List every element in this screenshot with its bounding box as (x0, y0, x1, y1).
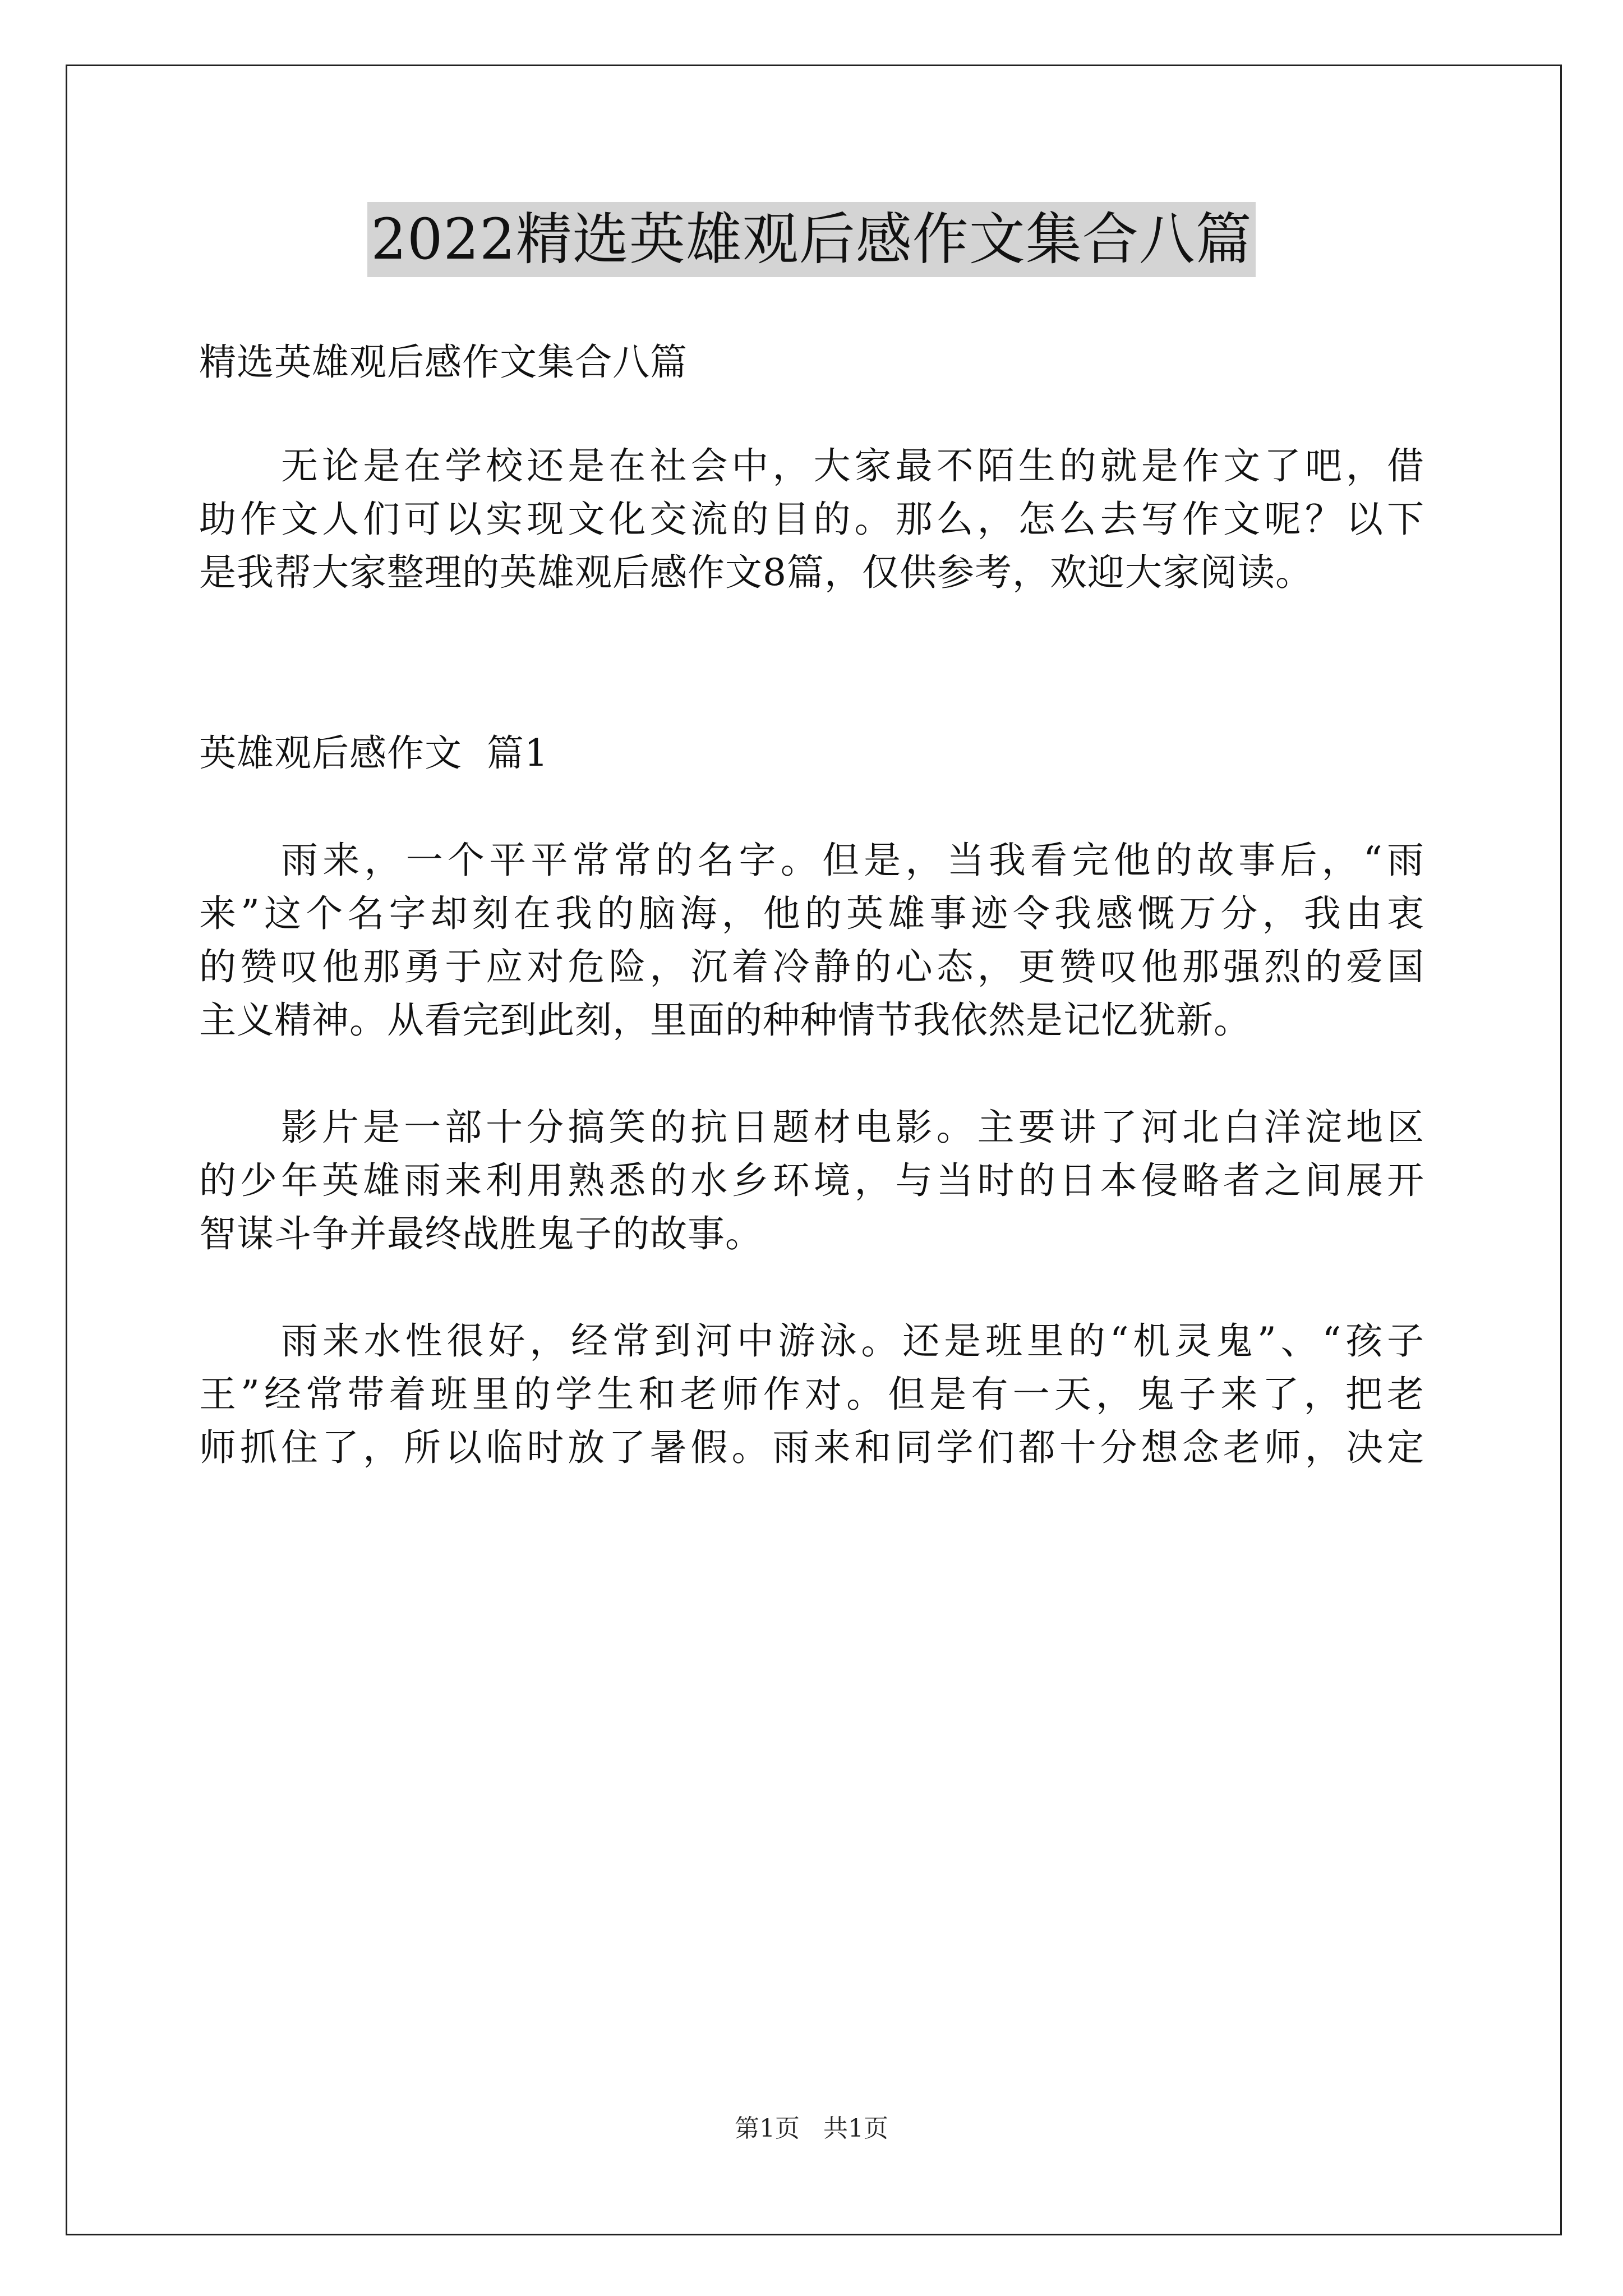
intro-paragraph (199, 439, 1424, 599)
paragraph-line: 雨来水性很好，经常到河中游泳。还是班里的“机灵鬼”、“孩子 (281, 1319, 1424, 1363)
paragraph-line: 王”经常带着班里的学生和老师作对。但是有一天，鬼子来了，把老 (199, 1373, 1424, 1416)
paragraph-line: 雨来，一个平平常常的名字。但是，当我看完他的故事后，“雨 (281, 839, 1424, 882)
paragraph-2 (199, 1101, 1424, 1260)
paragraph-line: 的少年英雄雨来利用熟悉的水乡环境，与当时的日本侵略者之间展开 (199, 1159, 1424, 1202)
paragraph-line: 来”这个名字却刻在我的脑海，他的英雄事迹令我感慨万分，我由衷 (199, 892, 1424, 935)
document-title: 2022精选英雄观后感作文集合八篇 (367, 202, 1256, 277)
title-container (0, 202, 1623, 277)
paragraph-1 (199, 834, 1424, 1047)
paragraph-3 (199, 1314, 1424, 1474)
page-number: 第1页 共1页 (735, 2114, 888, 2143)
document-body (199, 335, 1424, 1474)
paragraph-line: 影片是一部十分搞笑的抗日题材电影。主要讲了河北白洋淀地区 (281, 1106, 1424, 1149)
paragraph-line: 智谋斗争并最终战胜鬼子的故事。 (199, 1212, 763, 1255)
paragraph-line: 的赞叹他那勇于应对危险，沉着冷静的心态，更赞叹他那强烈的爱国 (199, 945, 1424, 988)
intro-line: 是我帮大家整理的英雄观后感作文8篇，仅供参考，欢迎大家阅读。 (199, 551, 1313, 594)
paragraph-line: 师抓住了，所以临时放了暑假。雨来和同学们都十分想念老师，决定 (199, 1426, 1424, 1469)
intro-line: 无论是在学校还是在社会中，大家最不陌生的就是作文了吧，借 (281, 444, 1424, 487)
intro-line: 助作文人们可以实现文化交流的目的。那么，怎么去写作文呢？以下 (199, 498, 1424, 541)
paragraph-line: 主义精神。从看完到此刻，里面的种种情节我依然是记忆犹新。 (199, 999, 1251, 1042)
page-footer (0, 2112, 1623, 2146)
section-heading: 英雄观后感作文 篇1 (199, 731, 548, 775)
document-subtitle: 精选英雄观后感作文集合八篇 (199, 341, 688, 384)
